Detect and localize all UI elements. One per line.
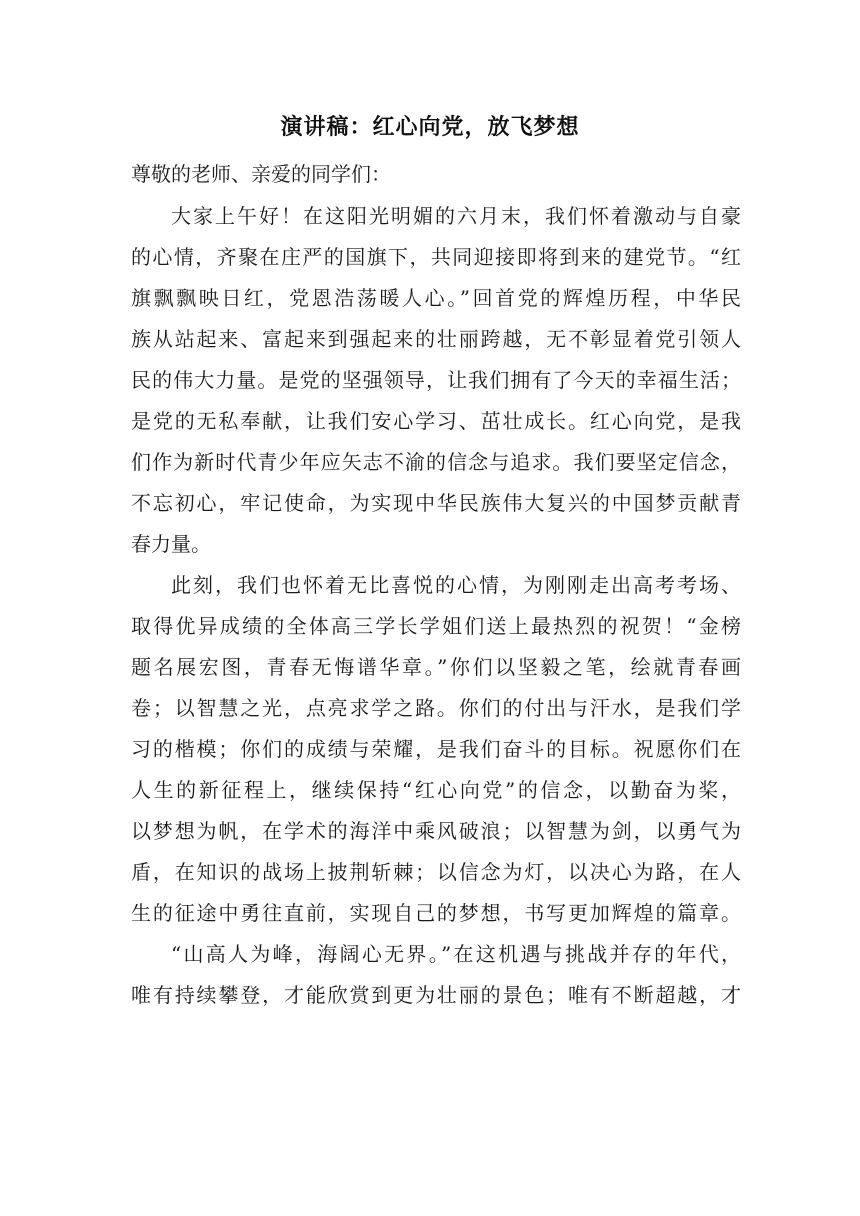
paragraph-line: 盾，在知识的战场上披荆斩棘；以信念为灯，以决心为路，在人: [131, 860, 741, 884]
paragraph-line: 以梦想为帆，在学术的海洋中乘风破浪；以智慧为剑，以勇气为: [131, 819, 741, 843]
paragraph-line: 习的楷模；你们的成绩与荣耀，是我们奋斗的目标。祝愿你们在: [131, 737, 741, 761]
paragraph-line: 卷；以智慧之光，点亮求学之路。你们的付出与汗水，是我们学: [131, 696, 741, 720]
paragraph-line: 族从站起来、富起来到强起来的壮丽跨越，无不彰显着党引领人: [131, 327, 741, 351]
document-title: 演讲稿：红心向党，放飞梦想: [280, 115, 580, 140]
paragraph-line: “山高人为峰，海阔心无界。”在这机遇与挑战并存的年代，: [171, 942, 741, 966]
paragraph-line: 人生的新征程上，继续保持“红心向党”的信念，以勤奋为桨，: [131, 778, 741, 802]
paragraph-line: 取得优异成绩的全体高三学长学姐们送上最热烈的祝贺！“金榜: [131, 614, 741, 638]
paragraph-line: 唯有持续攀登，才能欣赏到更为壮丽的景色；唯有不断超越，才: [131, 983, 741, 1007]
paragraph-line: 春力量。: [131, 532, 211, 556]
paragraph-line: 大家上午好！在这阳光明媚的六月末，我们怀着激动与自豪: [171, 204, 741, 228]
paragraph-line: 生的征途中勇往直前，实现自己的梦想，书写更加辉煌的篇章。: [131, 901, 741, 925]
paragraph-line: 此刻，我们也怀着无比喜悦的心情，为刚刚走出高考考场、: [171, 573, 741, 597]
paragraph-line: 民的伟大力量。是党的坚强领导，让我们拥有了今天的幸福生活；: [131, 368, 741, 392]
paragraph-line: 旗飘飘映日红，党恩浩荡暖人心。”回首党的辉煌历程，中华民: [131, 286, 741, 310]
paragraph-line: 不忘初心，牢记使命，为实现中华民族伟大复兴的中国梦贡献青: [131, 491, 741, 515]
paragraph-line: 们作为新时代青少年应矢志不渝的信念与追求。我们要坚定信念，: [131, 450, 741, 474]
paragraph-line: 是党的无私奉献，让我们安心学习、茁壮成长。红心向党，是我: [131, 409, 741, 433]
paragraph-line: 题名展宏图，青春无悔谱华章。”你们以坚毅之笔，绘就青春画: [131, 655, 741, 679]
salutation: 尊敬的老师、亲爱的同学们：: [131, 162, 391, 186]
paragraph-line: 的心情，齐聚在庄严的国旗下，共同迎接即将到来的建党节。“红: [131, 245, 741, 269]
